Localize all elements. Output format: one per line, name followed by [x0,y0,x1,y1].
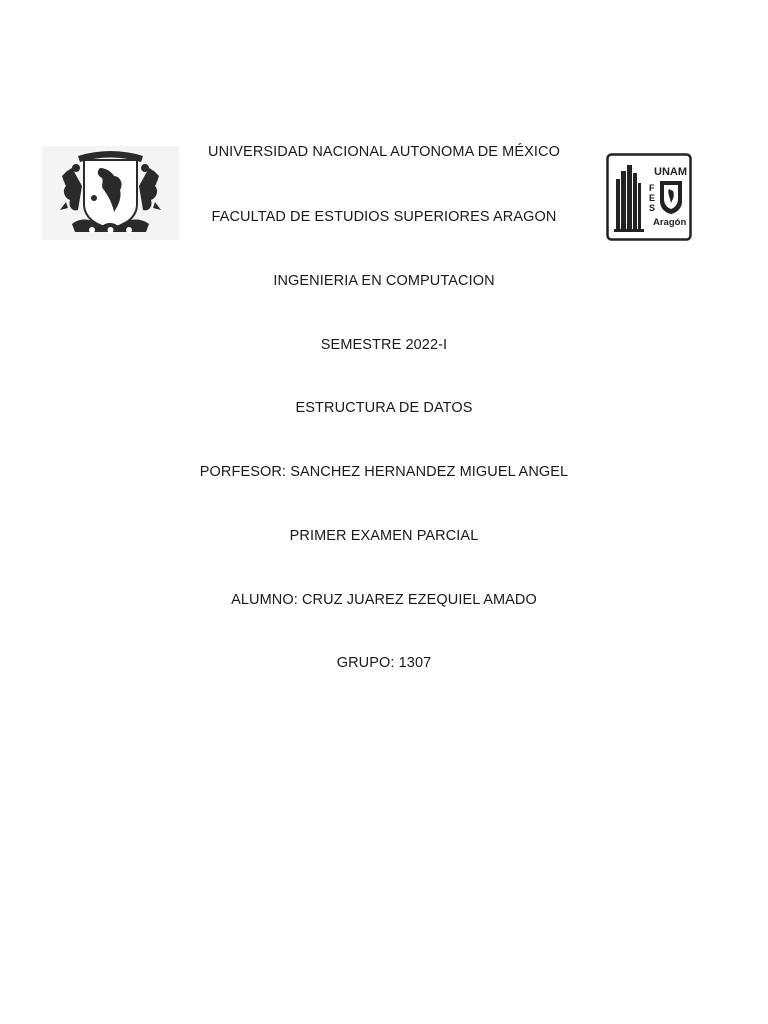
semester-label: SEMESTRE 2022-I [320,337,448,353]
program-name: INGENIERIA EN COMPUTACION [273,273,495,289]
svg-text:Aragón: Aragón [653,217,687,228]
fes-aragon-logo-icon [606,153,692,241]
university-name: UNIVERSIDAD NACIONAL AUTONOMA DE MÉXICO [208,144,560,160]
faculty-name: FACULTAD DE ESTUDIOS SUPERIORES ARAGON [211,209,557,225]
course-name: ESTRUCTURA DE DATOS [295,400,473,416]
student-name: ALUMNO: CRUZ JUAREZ EZEQUIEL AMADO [231,592,537,608]
group-number: GRUPO: 1307 [336,655,432,671]
exam-title: PRIMER EXAMEN PARCIAL [289,528,479,544]
professor-name: PORFESOR: SANCHEZ HERNANDEZ MIGUEL ANGEL [199,464,569,480]
svg-text:F: F [649,183,655,193]
svg-text:UNAM: UNAM [654,166,687,178]
svg-text:E: E [649,193,656,203]
svg-text:S: S [649,203,656,213]
